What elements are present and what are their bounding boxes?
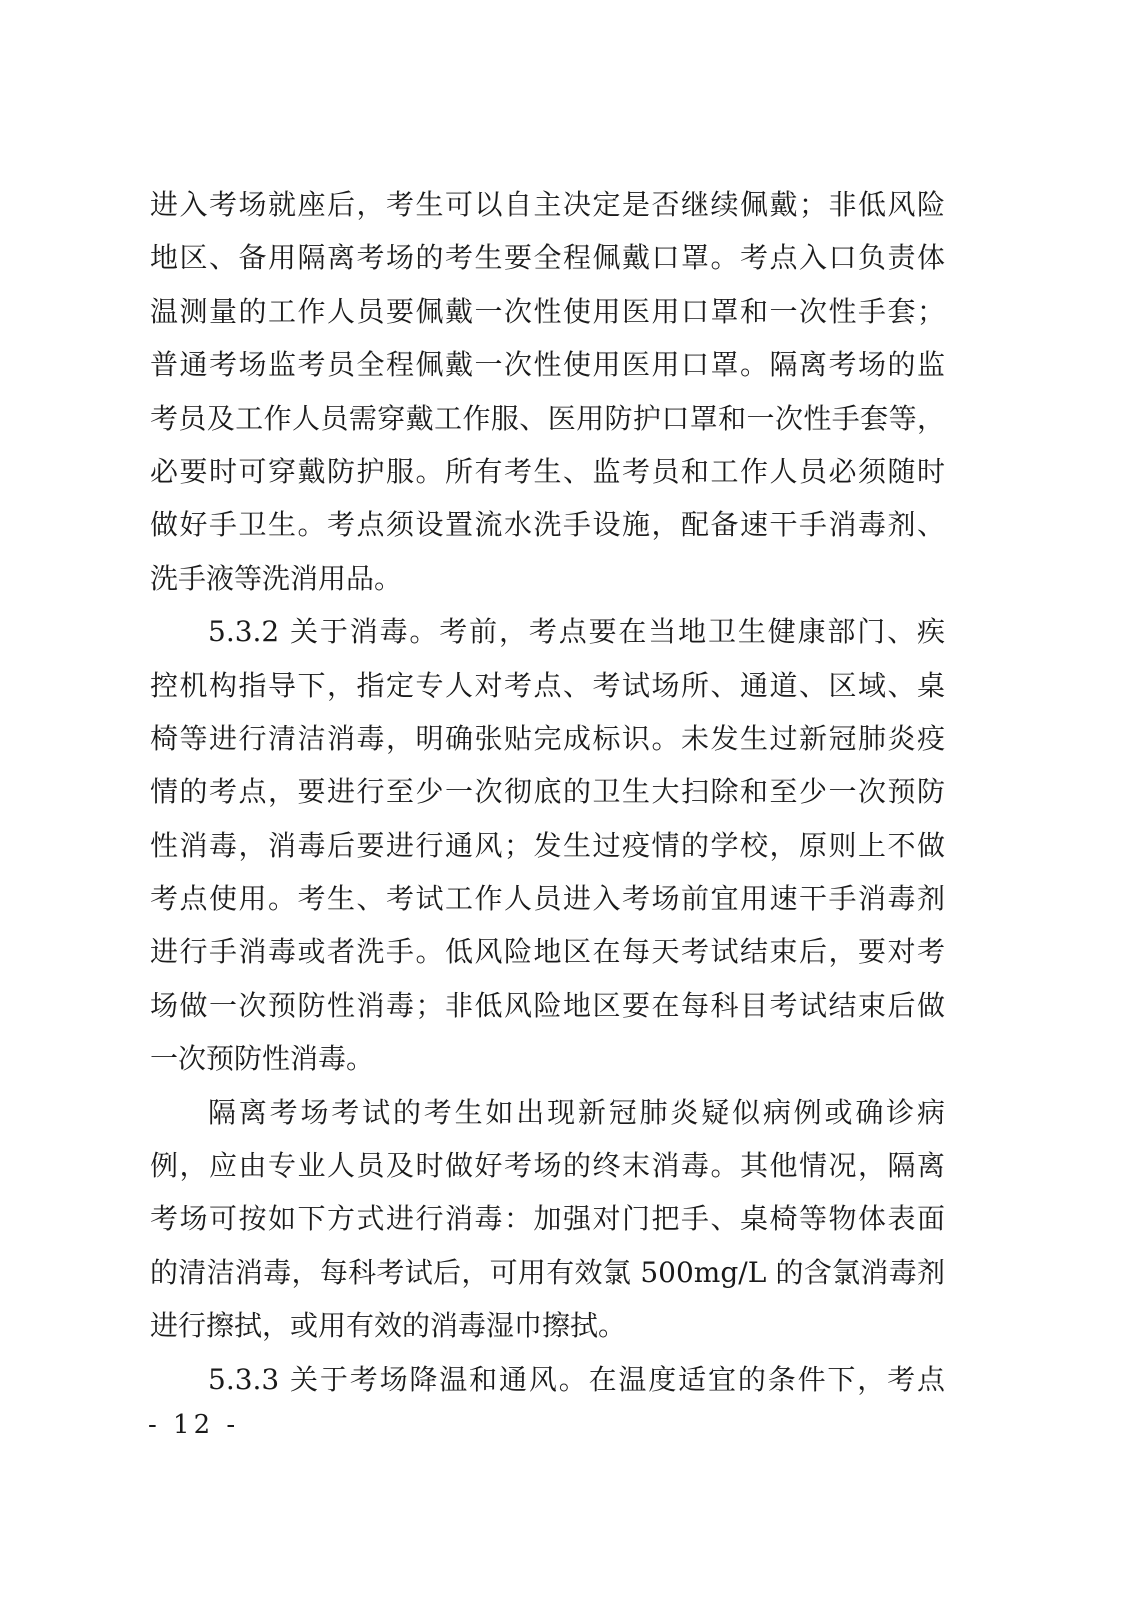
text-line: 进入考场就座后，考生可以自主决定是否继续佩戴；非低风险 bbox=[150, 188, 945, 221]
text-line: 椅等进行清洁消毒，明确张贴完成标识。未发生过新冠肺炎疫 bbox=[150, 721, 945, 755]
text-line: 情的考点，要进行至少一次彻底的卫生大扫除和至少一次预防 bbox=[150, 775, 945, 809]
text-line: 洗手液等洗消用品。 bbox=[150, 561, 403, 595]
text-line: 考点使用。考生、考试工作人员进入考场前宜用速干手消毒剂 bbox=[150, 882, 945, 916]
text-line: 做好手卫生。考点须设置流水洗手设施，配备速干手消毒剂、 bbox=[150, 508, 945, 542]
text-line: 控机构指导下，指定专人对考点、考试场所、通道、区域、桌 bbox=[150, 668, 945, 702]
text-line: 进行擦拭，或用有效的消毒湿巾擦拭。 bbox=[150, 1309, 627, 1343]
text-line: 场做一次预防性消毒；非低风险地区要在每科目考试结束后做 bbox=[150, 988, 945, 1022]
document-body bbox=[150, 178, 945, 1406]
text-line: 5.3.2 关于消毒。考前，考点要在当地卫生健康部门、疾 bbox=[208, 615, 945, 649]
text-line: 必要时可穿戴防护服。所有考生、监考员和工作人员必须随时 bbox=[150, 454, 945, 488]
text-line: 一次预防性消毒。 bbox=[150, 1042, 375, 1076]
text-line: 例，应由专业人员及时做好考场的终末消毒。其他情况，隔离 bbox=[150, 1149, 945, 1183]
text-line: 地区、备用隔离考场的考生要全程佩戴口罩。考点入口负责体 bbox=[150, 241, 945, 275]
text-line: 进行手消毒或者洗手。低风险地区在每天考试结束后，要对考 bbox=[150, 935, 945, 969]
text-line: 5.3.3 关于考场降温和通风。在温度适宜的条件下，考点 bbox=[208, 1362, 945, 1396]
text-line: 普通考场监考员全程佩戴一次性使用医用口罩。隔离考场的监 bbox=[150, 348, 945, 382]
text-line: 温测量的工作人员要佩戴一次性使用医用口罩和一次性手套； bbox=[150, 294, 945, 328]
text-line: 隔离考场考试的考生如出现新冠肺炎疑似病例或确诊病 bbox=[208, 1095, 945, 1129]
text-line: 性消毒，消毒后要进行通风；发生过疫情的学校，原则上不做 bbox=[150, 828, 945, 862]
text-line: 考场可按如下方式进行消毒：加强对门把手、桌椅等物体表面 bbox=[150, 1202, 945, 1236]
text-line: 考员及工作人员需穿戴工作服、医用防护口罩和一次性手套等， bbox=[150, 401, 945, 435]
text-line: 的清洁消毒，每科考试后，可用有效氯 500mg/L 的含氯消毒剂 bbox=[150, 1255, 945, 1289]
page-number: - 12 - bbox=[148, 1410, 240, 1440]
